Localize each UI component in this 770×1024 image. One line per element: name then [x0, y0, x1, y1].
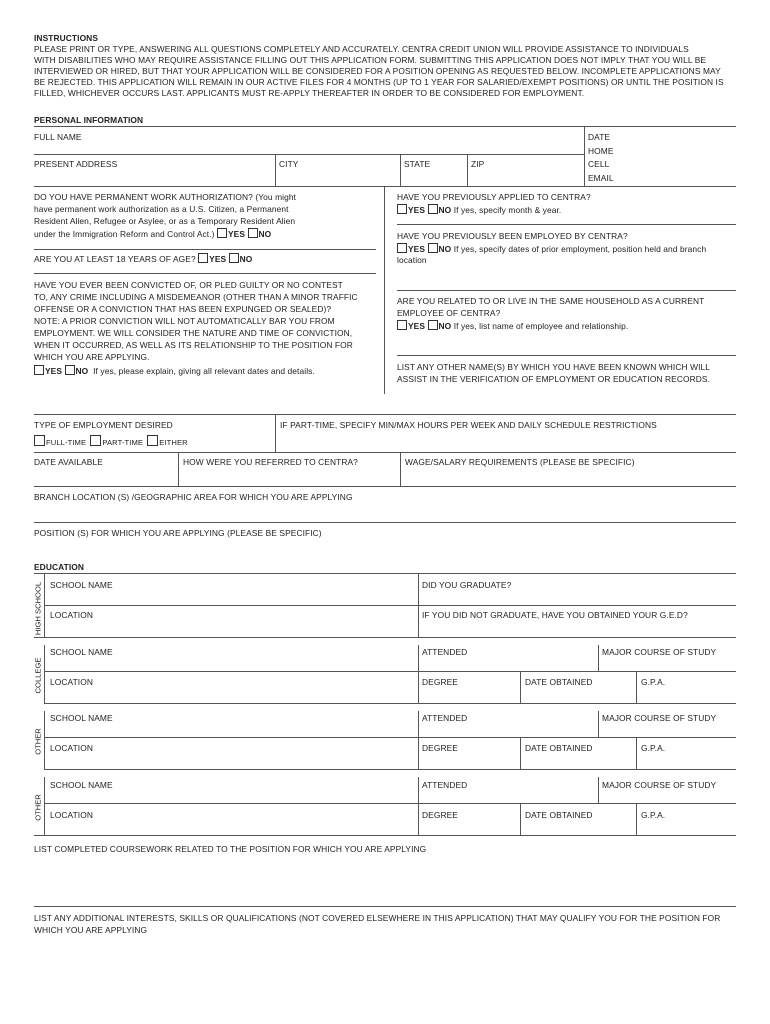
divider — [44, 777, 45, 835]
conviction-question: WHICH YOU ARE APPLYING. — [34, 352, 150, 362]
yes-label: YES — [228, 229, 246, 239]
instructions-line: WITH DISABILITIES WHO MAY REQUIRE ASSISTANCE FILLING OUT THIS APPLICATION FORM. SUBMITTING THIS APPLICATION DOES NOT IMPLY THAT YOU WILL BE — [34, 55, 707, 65]
other-label: OTHER — [33, 794, 43, 821]
yes-label: YES — [408, 205, 426, 215]
work-auth-yes-checkbox[interactable] — [217, 228, 227, 238]
conviction-explain-label: If yes, please explain, giving all relevant dates and details. — [93, 366, 315, 376]
applied-question: HAVE YOU PREVIOUSLY APPLIED TO CENTRA? — [397, 192, 591, 202]
divider — [34, 522, 736, 523]
age-no-checkbox[interactable] — [229, 253, 239, 263]
no-label: NO — [258, 229, 272, 239]
related-no-checkbox[interactable] — [428, 320, 438, 330]
related-question: EMPLOYEE OF CENTRA? — [397, 308, 501, 318]
instructions-line: PLEASE PRINT OR TYPE, ANSWERING ALL QUESTIONS COMPLETELY AND ACCURATELY. CENTRA CREDIT UNION WILL PROVIDE ASSISTANCE TO INDIVIDUALS — [34, 44, 689, 54]
college-label: COLLEGE — [33, 657, 43, 694]
high-school-label: HIGH SCHOOL — [33, 581, 43, 636]
divider — [584, 126, 585, 186]
interests-label: LIST ANY ADDITIONAL INTERESTS, SKILLS OR QUALIFICATIONS (NOT COVERED ELSEWHERE IN THIS APPLICATION) THAT MAY QUALIFY YOU FOR THE POSITION FOR — [34, 913, 721, 923]
divider — [520, 803, 521, 835]
location-label: LOCATION — [50, 610, 93, 620]
divider — [44, 645, 45, 703]
location-label: LOCATION — [50, 677, 93, 687]
applied-no-checkbox[interactable] — [428, 204, 438, 214]
date-obtained-label: DATE OBTAINED — [525, 677, 593, 687]
instructions-line: BE REJECTED. THIS APPLICATION WILL REMAIN IN OUR ACTIVE FILES FOR 4 MONTHS (UP TO 1 YEAR FOR SALARIED/EXEMPT POSITIONS) OR UNTIL THE POSITION IS — [34, 77, 724, 87]
divider — [44, 671, 736, 672]
divider — [34, 249, 376, 250]
divider — [44, 703, 736, 704]
employed-answer — [397, 243, 706, 255]
yes-label: YES — [408, 244, 426, 254]
divider — [418, 645, 419, 703]
divider — [384, 186, 385, 394]
no-label: NO — [438, 321, 452, 331]
divider — [34, 452, 736, 453]
no-label: NO — [75, 366, 89, 376]
divider — [397, 290, 736, 291]
divider — [34, 835, 736, 836]
divider — [44, 803, 736, 804]
no-label: NO — [438, 244, 452, 254]
other-names-question: ASSIST IN THE VERIFICATION OF EMPLOYMENT OR EDUCATION RECORDS. — [397, 374, 711, 384]
date-obtained-label: DATE OBTAINED — [525, 810, 593, 820]
referred-label: HOW WERE YOU REFERRED TO CENTRA? — [183, 457, 358, 467]
conviction-question: TO, ANY CRIME INCLUDING A MISDEMEANOR (OTHER THAN A MINOR TRAFFIC — [34, 292, 358, 302]
related-answer — [397, 320, 628, 332]
degree-label: DEGREE — [422, 743, 458, 753]
divider — [598, 777, 599, 803]
conviction-question: OFFENSE OR A CONVICTION THAT HAS BEEN EXPUNGED OR SEALED)? — [34, 304, 332, 314]
age-yes-checkbox[interactable] — [198, 253, 208, 263]
divider — [397, 224, 736, 225]
work-auth-question: have permanent work authorization as a U.S. Citizen, a Permanent — [34, 204, 289, 214]
divider — [636, 803, 637, 835]
location-label: LOCATION — [50, 810, 93, 820]
wage-label: WAGE/SALARY REQUIREMENTS (PLEASE BE SPECIFIC) — [405, 457, 635, 467]
divider — [34, 154, 584, 155]
date-available-label: DATE AVAILABLE — [34, 457, 103, 467]
part-time-hours-label: IF PART-TIME, SPECIFY MIN/MAX HOURS PER WEEK AND DAILY SCHEDULE RESTRICTIONS — [280, 420, 657, 430]
instructions-heading: INSTRUCTIONS — [34, 33, 99, 43]
conviction-question: HAVE YOU EVER BEEN CONVICTED OF, OR PLED GUILTY OR NO CONTEST — [34, 280, 343, 290]
employment-type-options — [34, 435, 188, 448]
major-label: MAJOR COURSE OF STUDY — [602, 647, 717, 657]
divider — [598, 645, 599, 671]
divider — [520, 737, 521, 769]
home-phone-label: HOME — [588, 146, 614, 156]
age-question-text: ARE YOU AT LEAST 18 YEARS OF AGE? — [34, 254, 196, 264]
gpa-label: G.P.A. — [641, 743, 666, 753]
divider — [44, 737, 736, 738]
divider — [34, 486, 736, 487]
employed-no-checkbox[interactable] — [428, 243, 438, 253]
work-auth-question: Resident Alien, Refugee or Asylee, or as a Temporary Resident Alien — [34, 216, 296, 226]
graduated-label: DID YOU GRADUATE? — [422, 580, 512, 590]
divider — [418, 777, 419, 835]
divider — [275, 414, 276, 452]
major-label: MAJOR COURSE OF STUDY — [602, 780, 717, 790]
conviction-question: NOTE: A PRIOR CONVICTION WILL NOT AUTOMATICALLY BAR YOU FROM — [34, 316, 335, 326]
divider — [34, 906, 736, 907]
coursework-label: LIST COMPLETED COURSEWORK RELATED TO THE POSITION FOR WHICH YOU ARE APPLYING — [34, 844, 427, 854]
divider — [34, 414, 736, 415]
divider — [598, 711, 599, 737]
school-name-label: SCHOOL NAME — [50, 713, 113, 723]
interests-label: WHICH YOU ARE APPLYING — [34, 925, 148, 935]
work-auth-question-end: under the Immigration Reform and Control Act.) — [34, 229, 215, 239]
either-checkbox[interactable] — [147, 435, 158, 446]
divider — [636, 671, 637, 703]
school-name-label: SCHOOL NAME — [50, 780, 113, 790]
related-hint: If yes, list name of employee and relationship. — [453, 321, 629, 331]
divider — [34, 126, 736, 127]
instructions-line: FILLED, WHICHEVER OCCURS LAST. APPLICANTS MUST RE-APPLY THEREAFTER IN ORDER TO BE CONSIDERED FOR EMPLOYMENT. — [34, 88, 585, 98]
zip-label: ZIP — [471, 159, 485, 169]
date-label: DATE — [588, 132, 611, 142]
education-heading: EDUCATION — [34, 562, 85, 572]
conviction-answer — [34, 365, 315, 377]
divider — [275, 154, 276, 186]
conviction-question: WHEN IT OCCURRED, AS WELL AS ITS RELATIONSHIP TO THE POSITION FOR — [34, 340, 353, 350]
city-label: CITY — [279, 159, 299, 169]
divider — [636, 737, 637, 769]
cell-phone-label: CELL — [588, 159, 610, 169]
employed-question: HAVE YOU PREVIOUSLY BEEN EMPLOYED BY CENTRA? — [397, 231, 628, 241]
work-auth-no-checkbox[interactable] — [248, 228, 258, 238]
school-name-label: SCHOOL NAME — [50, 647, 113, 657]
part-time-checkbox[interactable] — [90, 435, 101, 446]
other-names-question: LIST ANY OTHER NAME(S) BY WHICH YOU HAVE BEEN KNOWN WHICH WILL — [397, 362, 711, 372]
state-label: STATE — [404, 159, 431, 169]
divider — [400, 154, 401, 186]
degree-label: DEGREE — [422, 810, 458, 820]
school-name-label: SCHOOL NAME — [50, 580, 113, 590]
conviction-yes-checkbox[interactable] — [34, 365, 44, 375]
divider — [34, 186, 736, 187]
location-label: LOCATION — [50, 743, 93, 753]
applied-yes-checkbox[interactable] — [397, 204, 407, 214]
gpa-label: G.P.A. — [641, 810, 666, 820]
applied-hint: If yes, specify month & year. — [453, 205, 562, 215]
yes-label: YES — [408, 321, 426, 331]
conviction-no-checkbox[interactable] — [65, 365, 75, 375]
divider — [44, 769, 736, 770]
age-question — [34, 253, 252, 265]
other-label: OTHER — [33, 728, 43, 755]
part-time-label: PART-TIME — [102, 438, 144, 447]
ged-label: IF YOU DID NOT GRADUATE, HAVE YOU OBTAINED YOUR G.E.D? — [422, 610, 688, 620]
employed-yes-checkbox[interactable] — [397, 243, 407, 253]
divider — [44, 605, 736, 606]
work-auth-question — [34, 228, 271, 240]
work-auth-question: DO YOU HAVE PERMANENT WORK AUTHORIZATION? (You might — [34, 192, 297, 202]
divider — [520, 671, 521, 703]
email-label: EMAIL — [588, 173, 614, 183]
full-time-label: FULL-TIME — [46, 438, 87, 447]
applied-answer — [397, 204, 561, 216]
attended-label: ATTENDED — [422, 780, 468, 790]
yes-label: YES — [45, 366, 63, 376]
employment-type-label: TYPE OF EMPLOYMENT DESIRED — [34, 420, 173, 430]
divider — [418, 711, 419, 769]
instructions-line: INTERVIEWED OR HIRED, BUT THAT YOUR APPLICATION WILL BE CONSIDERED FOR A POSITION OPENING AS REQUESTED BELOW. INCOMPLETE APPLICATIONS MAY — [34, 66, 721, 76]
attended-label: ATTENDED — [422, 713, 468, 723]
gpa-label: G.P.A. — [641, 677, 666, 687]
full-time-checkbox[interactable] — [34, 435, 45, 446]
related-question: ARE YOU RELATED TO OR LIVE IN THE SAME HOUSEHOLD AS A CURRENT — [397, 296, 705, 306]
divider — [467, 154, 468, 186]
divider — [34, 573, 736, 574]
branch-label: BRANCH LOCATION (S) /GEOGRAPHIC AREA FOR WHICH YOU ARE APPLYING — [34, 492, 353, 502]
degree-label: DEGREE — [422, 677, 458, 687]
position-label: POSITION (S) FOR WHICH YOU ARE APPLYING (PLEASE BE SPECIFIC) — [34, 528, 322, 538]
employed-hint-cont: location — [397, 255, 427, 265]
divider — [400, 452, 401, 486]
conviction-question: EMPLOYMENT. WE WILL CONSIDER THE NATURE AND TIME OF CONVICTION, — [34, 328, 353, 338]
employed-hint: If yes, specify dates of prior employment, position held and branch — [453, 244, 707, 254]
yes-label: YES — [209, 254, 227, 264]
present-address-label: PRESENT ADDRESS — [34, 159, 118, 169]
no-label: NO — [239, 254, 253, 264]
date-obtained-label: DATE OBTAINED — [525, 743, 593, 753]
attended-label: ATTENDED — [422, 647, 468, 657]
personal-heading: PERSONAL INFORMATION — [34, 115, 144, 125]
full-name-label: FULL NAME — [34, 132, 82, 142]
divider — [178, 452, 179, 486]
divider — [44, 711, 45, 769]
related-yes-checkbox[interactable] — [397, 320, 407, 330]
divider — [34, 637, 736, 638]
either-label: EITHER — [159, 438, 188, 447]
divider — [397, 355, 736, 356]
major-label: MAJOR COURSE OF STUDY — [602, 713, 717, 723]
no-label: NO — [438, 205, 452, 215]
divider — [34, 273, 376, 274]
